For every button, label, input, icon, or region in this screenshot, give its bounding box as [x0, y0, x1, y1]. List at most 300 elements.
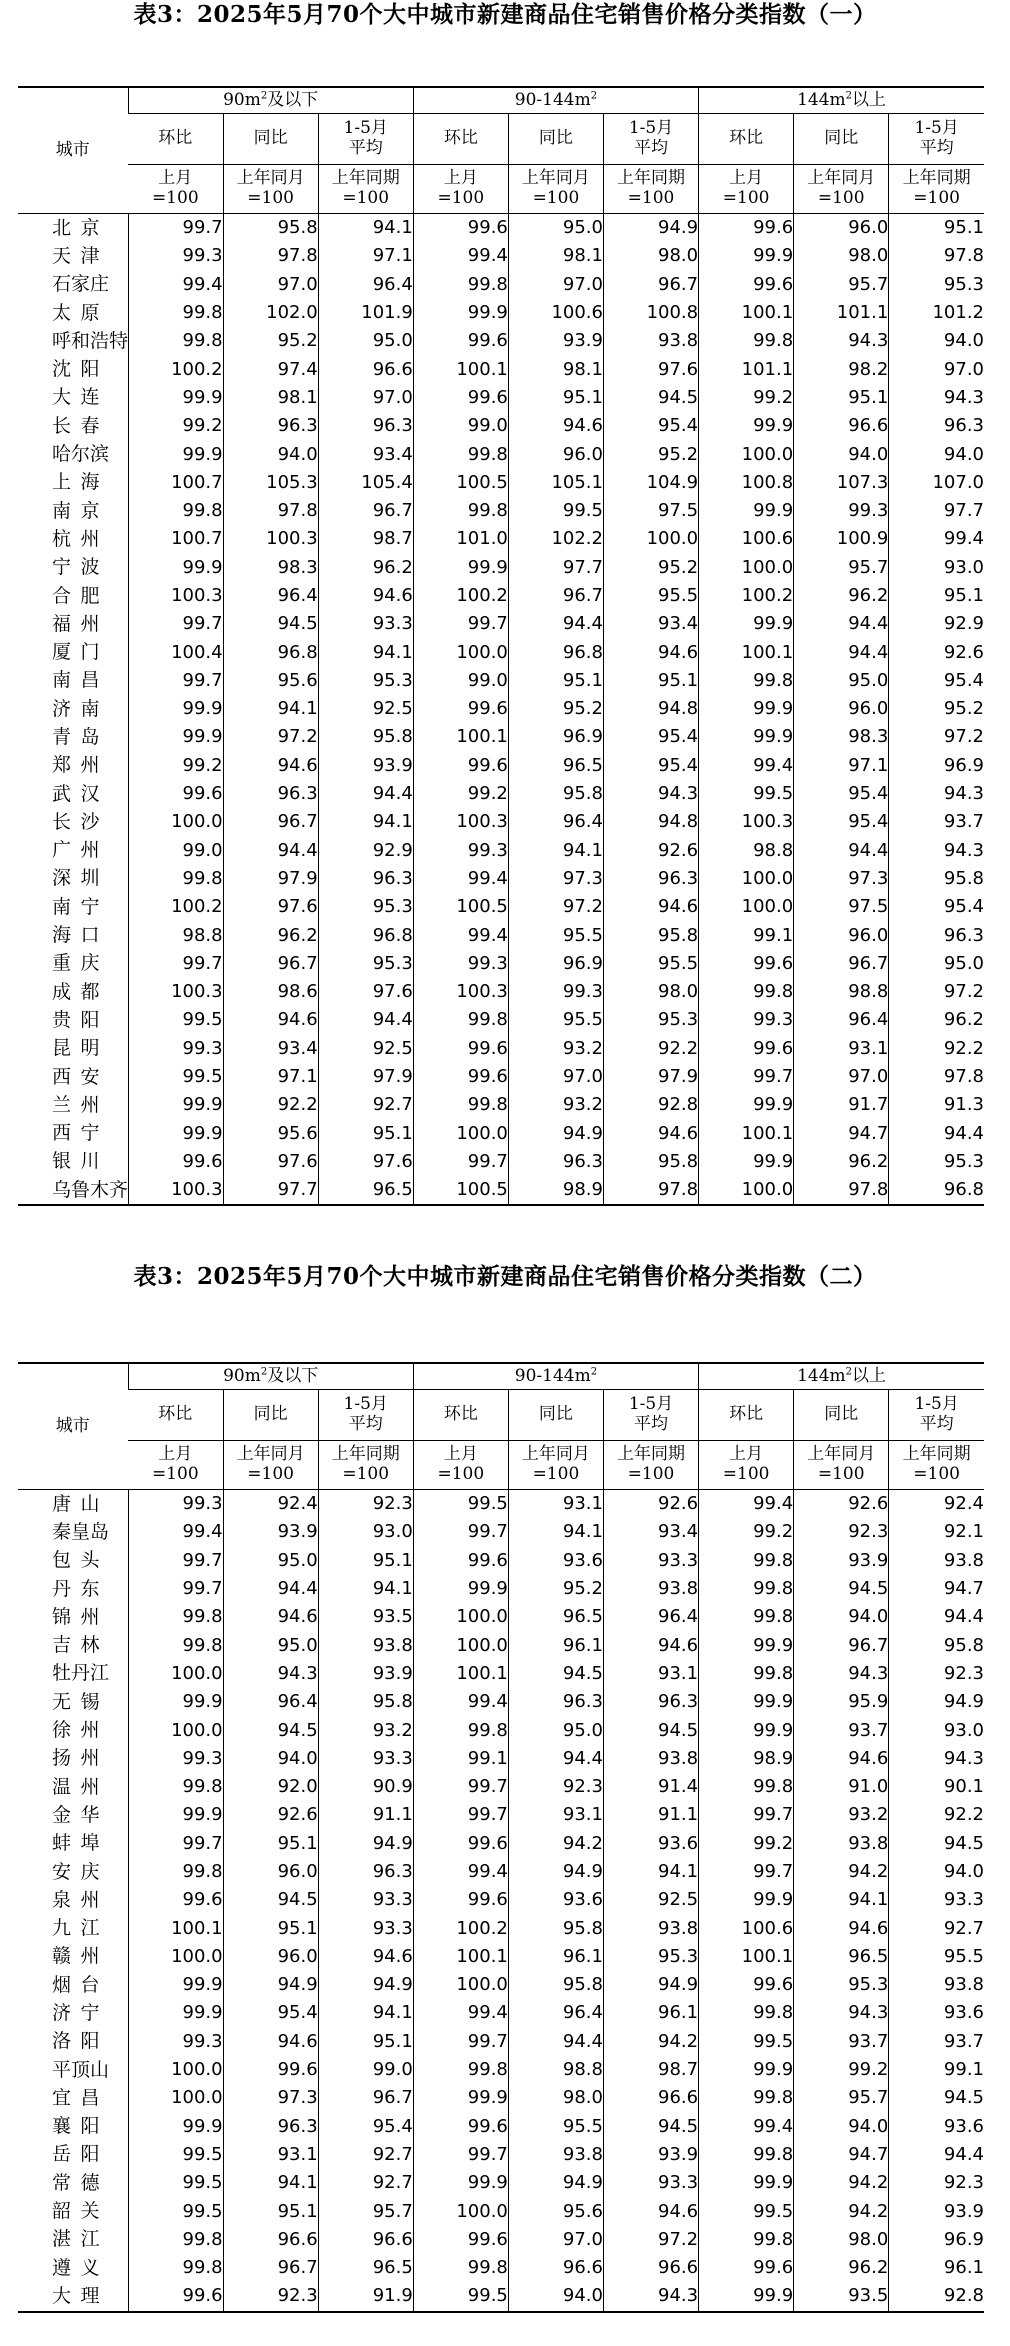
- table-row: [18, 837, 984, 865]
- index-value: 98.0: [794, 242, 889, 270]
- index-type-header: 环比: [413, 114, 508, 165]
- index-value: 95.0: [318, 327, 413, 355]
- index-value: 97.8: [223, 242, 318, 270]
- index-value: 99.9: [699, 497, 794, 525]
- index-value: 93.4: [318, 440, 413, 468]
- city-name: 银川: [52, 1150, 100, 1173]
- group-label: 90m: [223, 1366, 261, 1386]
- index-value: 97.0: [318, 384, 413, 412]
- index-value: 97.9: [603, 1063, 698, 1091]
- area-group-header: [699, 1363, 984, 1390]
- index-value: 93.8: [889, 1971, 984, 1999]
- index-value: 95.5: [508, 1006, 603, 1034]
- index-value: 95.8: [889, 1631, 984, 1659]
- index-value: 95.5: [603, 582, 698, 610]
- index-type-header: 环比: [128, 114, 223, 165]
- city-name: 烟台: [52, 1973, 100, 1996]
- index-value: 96.7: [603, 271, 698, 299]
- index-value: 100.5: [413, 893, 508, 921]
- index-value: 100.0: [603, 525, 698, 553]
- index-value: 97.7: [508, 554, 603, 582]
- index-value: 95.0: [794, 667, 889, 695]
- city-name: 昆明: [52, 1037, 100, 1060]
- index-value: 94.0: [223, 440, 318, 468]
- index-value: 96.7: [223, 808, 318, 836]
- index-value: 96.3: [889, 412, 984, 440]
- index-value: 94.2: [794, 1858, 889, 1886]
- index-value: 99.3: [128, 2028, 223, 2056]
- city-name: 大连: [52, 386, 100, 409]
- index-value: 94.3: [794, 1660, 889, 1688]
- index-value: 99.7: [128, 667, 223, 695]
- index-value: 96.8: [223, 638, 318, 666]
- city-name: 遵义: [52, 2256, 100, 2279]
- index-value: 97.8: [223, 497, 318, 525]
- index-value: 100.6: [699, 1914, 794, 1942]
- base-period-header: 上月 =100: [128, 1441, 223, 1490]
- index-value: 99.7: [699, 1063, 794, 1091]
- index-value: 96.9: [889, 2226, 984, 2254]
- index-value: 96.0: [223, 1943, 318, 1971]
- index-value: 96.3: [508, 1148, 603, 1176]
- index-value: 94.5: [223, 610, 318, 638]
- index-value: 93.9: [508, 327, 603, 355]
- table-row: [18, 2141, 984, 2169]
- index-value: 93.7: [794, 2028, 889, 2056]
- index-value: 92.4: [223, 1490, 318, 1519]
- table-title: 表3：2025年5月70个大中城市新建商品住宅销售价格分类指数（二）: [133, 1263, 877, 1290]
- index-value: 96.1: [508, 1631, 603, 1659]
- index-type-header: 同比: [794, 1390, 889, 1441]
- index-value: 96.5: [318, 2254, 413, 2282]
- index-value: 99.8: [128, 865, 223, 893]
- index-value: 93.9: [794, 1547, 889, 1575]
- index-value: 96.2: [794, 582, 889, 610]
- city-name: 海口: [52, 924, 100, 947]
- index-value: 100.1: [699, 1943, 794, 1971]
- index-value: 96.5: [508, 1603, 603, 1631]
- index-value: 99.6: [223, 2056, 318, 2084]
- index-value: 95.0: [508, 1716, 603, 1744]
- index-value: 92.3: [889, 1660, 984, 1688]
- index-value: 99.4: [413, 1999, 508, 2027]
- index-value: 98.3: [794, 723, 889, 751]
- index-value: 99.1: [413, 1745, 508, 1773]
- index-value: 94.0: [889, 327, 984, 355]
- index-value: 94.9: [508, 2169, 603, 2197]
- table-row: [18, 1830, 984, 1858]
- index-value: 93.9: [223, 1518, 318, 1546]
- index-value: 94.3: [603, 780, 698, 808]
- index-value: 93.1: [508, 1801, 603, 1829]
- base-period-header: 上月 =100: [413, 1441, 508, 1490]
- index-value: 96.8: [889, 1176, 984, 1205]
- index-value: 99.9: [413, 554, 508, 582]
- index-value: 99.5: [413, 1490, 508, 1519]
- index-value: 95.6: [223, 1120, 318, 1148]
- index-value: 97.0: [794, 1063, 889, 1091]
- city-name: 上海: [52, 471, 100, 494]
- index-value: 94.4: [889, 2141, 984, 2169]
- index-value: 99.0: [128, 837, 223, 865]
- city-name: 安庆: [52, 1860, 100, 1883]
- index-value: 94.1: [223, 695, 318, 723]
- table-row: [18, 327, 984, 355]
- index-value: 92.1: [889, 1518, 984, 1546]
- index-type-header: 环比: [128, 1390, 223, 1441]
- table-row: [18, 1575, 984, 1603]
- index-type-header: 同比: [223, 1390, 318, 1441]
- index-value: 95.7: [318, 2197, 413, 2225]
- index-value: 99.6: [413, 1830, 508, 1858]
- group-label-sup: 2: [260, 90, 268, 102]
- index-value: 95.1: [889, 214, 984, 243]
- index-value: 97.2: [889, 978, 984, 1006]
- index-value: 99.4: [413, 921, 508, 949]
- index-value: 94.1: [318, 808, 413, 836]
- table-row: [18, 1688, 984, 1716]
- index-value: 96.3: [223, 412, 318, 440]
- index-value: 97.8: [603, 1176, 698, 1205]
- index-value: 95.4: [794, 780, 889, 808]
- index-value: 95.8: [889, 865, 984, 893]
- index-value: 99.7: [128, 1830, 223, 1858]
- index-value: 99.9: [413, 1575, 508, 1603]
- base-period-header: 上月 =100: [128, 165, 223, 214]
- index-value: 100.7: [128, 469, 223, 497]
- index-value: 99.9: [699, 242, 794, 270]
- index-value: 92.3: [508, 1773, 603, 1801]
- index-value: 96.2: [794, 1148, 889, 1176]
- index-value: 96.5: [794, 1943, 889, 1971]
- index-value: 93.2: [508, 1091, 603, 1119]
- index-value: 97.3: [223, 2084, 318, 2112]
- index-type-header: 环比: [413, 1390, 508, 1441]
- index-value: 100.0: [699, 554, 794, 582]
- index-value: 95.2: [508, 695, 603, 723]
- index-value: 93.1: [603, 1660, 698, 1688]
- city-name: 乌鲁木齐: [52, 1178, 128, 1201]
- index-value: 94.8: [603, 808, 698, 836]
- index-value: 97.6: [318, 1148, 413, 1176]
- index-value: 99.7: [128, 214, 223, 243]
- index-value: 94.5: [603, 1716, 698, 1744]
- index-value: 95.3: [318, 667, 413, 695]
- index-value: 97.0: [889, 355, 984, 383]
- index-value: 99.8: [128, 2226, 223, 2254]
- area-group-header: [128, 87, 413, 114]
- index-value: 96.6: [603, 2254, 698, 2282]
- index-value: 99.5: [413, 2282, 508, 2311]
- index-value: 95.1: [223, 1914, 318, 1942]
- index-value: 95.3: [794, 1971, 889, 1999]
- city-name: 厦门: [52, 641, 100, 664]
- index-value: 95.5: [508, 921, 603, 949]
- city-name: 丹东: [52, 1577, 100, 1600]
- index-value: 96.3: [318, 1858, 413, 1886]
- index-value: 98.9: [508, 1176, 603, 1205]
- group-label-suffix: 以上: [852, 90, 887, 110]
- table-row: [18, 299, 984, 327]
- index-value: 94.0: [223, 1745, 318, 1773]
- index-value: 97.3: [794, 865, 889, 893]
- index-value: 98.7: [603, 2056, 698, 2084]
- index-value: 96.5: [508, 752, 603, 780]
- index-value: 99.4: [413, 1858, 508, 1886]
- index-value: 99.4: [889, 525, 984, 553]
- city-name: 南昌: [52, 669, 100, 692]
- index-value: 99.7: [699, 1858, 794, 1886]
- index-value: 100.3: [128, 582, 223, 610]
- index-value: 92.2: [889, 1035, 984, 1063]
- index-value: 95.0: [223, 1547, 318, 1575]
- index-value: 99.6: [128, 1148, 223, 1176]
- index-value: 94.4: [794, 837, 889, 865]
- index-value: 94.3: [603, 2282, 698, 2311]
- table-row: [18, 808, 984, 836]
- index-value: 95.4: [223, 1999, 318, 2027]
- index-value: 96.9: [889, 752, 984, 780]
- index-value: 90.9: [318, 1773, 413, 1801]
- index-value: 100.5: [413, 469, 508, 497]
- table-row: [18, 554, 984, 582]
- index-value: 99.6: [699, 1035, 794, 1063]
- index-value: 100.0: [413, 1631, 508, 1659]
- index-value: 97.6: [603, 355, 698, 383]
- index-value: 95.1: [889, 582, 984, 610]
- index-value: 97.8: [889, 1063, 984, 1091]
- table-row: [18, 1631, 984, 1659]
- index-value: 100.0: [128, 2056, 223, 2084]
- index-type-header: 环比: [699, 1390, 794, 1441]
- index-value: 99.6: [413, 752, 508, 780]
- table-row: [18, 1858, 984, 1886]
- index-value: 98.0: [508, 2084, 603, 2112]
- index-value: 97.6: [223, 893, 318, 921]
- index-value: 94.6: [603, 638, 698, 666]
- city-name: 吉林: [52, 1634, 100, 1657]
- index-value: 99.3: [413, 837, 508, 865]
- index-value: 100.1: [699, 1120, 794, 1148]
- index-value: 98.0: [794, 2226, 889, 2254]
- city-name: 扬州: [52, 1747, 100, 1770]
- index-value: 99.2: [794, 2056, 889, 2084]
- index-value: 92.2: [603, 1035, 698, 1063]
- index-value: 99.5: [699, 2197, 794, 2225]
- index-value: 99.4: [413, 865, 508, 893]
- index-value: 95.3: [603, 1943, 698, 1971]
- table-row: [18, 2084, 984, 2112]
- index-value: 96.4: [508, 808, 603, 836]
- city-name: 重庆: [52, 952, 100, 975]
- index-value: 95.2: [603, 440, 698, 468]
- index-value: 98.0: [603, 978, 698, 1006]
- index-value: 96.7: [318, 2084, 413, 2112]
- index-value: 99.3: [699, 1006, 794, 1034]
- index-value: 94.0: [508, 2282, 603, 2311]
- index-value: 99.8: [128, 2254, 223, 2282]
- index-value: 94.5: [508, 1660, 603, 1688]
- table-row: [18, 2028, 984, 2056]
- index-value: 96.1: [889, 2254, 984, 2282]
- index-value: 98.8: [794, 978, 889, 1006]
- index-value: 93.8: [603, 1914, 698, 1942]
- index-value: 100.0: [413, 1120, 508, 1148]
- index-value: 99.6: [128, 780, 223, 808]
- base-period-header: 上年同月 =100: [794, 165, 889, 214]
- index-value: 100.2: [413, 1914, 508, 1942]
- city-name: 太原: [52, 301, 100, 324]
- index-value: 99.4: [413, 242, 508, 270]
- index-value: 97.2: [508, 893, 603, 921]
- table-row: [18, 1971, 984, 1999]
- index-value: 98.3: [223, 554, 318, 582]
- index-value: 101.2: [889, 299, 984, 327]
- price-index-table-1: [18, 86, 984, 1206]
- index-value: 99.8: [128, 299, 223, 327]
- index-value: 92.4: [889, 1490, 984, 1519]
- table-row: [18, 1006, 984, 1034]
- index-value: 95.1: [794, 384, 889, 412]
- index-value: 97.2: [603, 2226, 698, 2254]
- index-value: 94.3: [794, 1999, 889, 2027]
- city-name: 长沙: [52, 810, 100, 833]
- index-value: 95.5: [508, 2113, 603, 2141]
- index-value: 96.8: [508, 638, 603, 666]
- index-value: 99.9: [128, 1091, 223, 1119]
- index-value: 94.4: [508, 610, 603, 638]
- index-value: 96.3: [318, 412, 413, 440]
- index-value: 94.1: [318, 214, 413, 243]
- index-value: 99.6: [413, 695, 508, 723]
- index-value: 95.2: [223, 327, 318, 355]
- index-value: 102.0: [223, 299, 318, 327]
- city-name: 洛阳: [52, 2030, 100, 2053]
- index-value: 94.1: [318, 1999, 413, 2027]
- index-value: 93.7: [794, 1716, 889, 1744]
- index-value: 99.4: [699, 2113, 794, 2141]
- index-value: 95.3: [318, 950, 413, 978]
- index-value: 101.1: [699, 355, 794, 383]
- index-value: 94.2: [794, 2197, 889, 2225]
- index-value: 95.4: [794, 808, 889, 836]
- table-row: [18, 1063, 984, 1091]
- city-name: 温州: [52, 1775, 100, 1798]
- table-row: [18, 695, 984, 723]
- index-value: 93.2: [508, 1035, 603, 1063]
- index-value: 100.5: [413, 1176, 508, 1205]
- index-value: 99.8: [128, 1631, 223, 1659]
- index-value: 99.6: [413, 2113, 508, 2141]
- index-value: 100.6: [699, 525, 794, 553]
- city-name: 哈尔滨: [52, 443, 110, 466]
- table-row: [18, 2056, 984, 2084]
- header-row-groups: [18, 1363, 984, 1390]
- index-value: 101.1: [794, 299, 889, 327]
- index-value: 99.6: [699, 2254, 794, 2282]
- index-value: 99.8: [413, 2254, 508, 2282]
- index-type-header: 环比: [699, 114, 794, 165]
- index-value: 95.8: [603, 1148, 698, 1176]
- table-row: [18, 921, 984, 949]
- index-value: 94.4: [794, 638, 889, 666]
- index-value: 96.2: [318, 554, 413, 582]
- base-period-header: 上年同期 =100: [603, 1441, 698, 1490]
- index-value: 94.5: [889, 2084, 984, 2112]
- index-value: 99.8: [699, 2226, 794, 2254]
- index-value: 93.4: [603, 1518, 698, 1546]
- index-value: 95.8: [318, 723, 413, 751]
- index-value: 93.1: [223, 2141, 318, 2169]
- index-value: 93.3: [603, 1547, 698, 1575]
- index-value: 95.3: [889, 1148, 984, 1176]
- index-value: 99.7: [413, 2141, 508, 2169]
- index-value: 94.6: [794, 1745, 889, 1773]
- index-value: 95.1: [603, 667, 698, 695]
- header-row-type: [18, 1390, 984, 1441]
- index-value: 95.8: [223, 214, 318, 243]
- index-value: 95.2: [889, 695, 984, 723]
- table-row: [18, 1801, 984, 1829]
- index-value: 96.4: [318, 271, 413, 299]
- table-row: [18, 271, 984, 299]
- index-value: 99.9: [128, 440, 223, 468]
- index-value: 99.8: [413, 497, 508, 525]
- index-value: 96.3: [603, 865, 698, 893]
- index-value: 99.8: [413, 1091, 508, 1119]
- table-row: [18, 638, 984, 666]
- city-name: 南京: [52, 499, 100, 522]
- index-value: 99.8: [413, 1716, 508, 1744]
- index-value: 99.8: [699, 2084, 794, 2112]
- index-value: 94.7: [794, 2141, 889, 2169]
- index-value: 95.1: [508, 384, 603, 412]
- index-value: 98.1: [508, 355, 603, 383]
- index-value: 107.0: [889, 469, 984, 497]
- index-value: 100.2: [413, 582, 508, 610]
- table-row: [18, 1518, 984, 1546]
- index-value: 100.0: [413, 638, 508, 666]
- index-value: 93.5: [794, 2282, 889, 2311]
- index-value: 93.8: [794, 1830, 889, 1858]
- index-value: 92.8: [603, 1091, 698, 1119]
- index-value: 99.8: [699, 667, 794, 695]
- index-value: 95.8: [318, 1688, 413, 1716]
- table-row: [18, 1914, 984, 1942]
- index-value: 94.6: [223, 1603, 318, 1631]
- index-value: 93.6: [508, 1886, 603, 1914]
- index-value: 95.4: [318, 2113, 413, 2141]
- index-value: 94.1: [603, 1858, 698, 1886]
- index-value: 96.3: [318, 865, 413, 893]
- index-value: 94.1: [223, 2169, 318, 2197]
- index-value: 99.9: [413, 2084, 508, 2112]
- index-value: 94.4: [889, 1603, 984, 1631]
- city-name: 湛江: [52, 2228, 100, 2251]
- index-value: 93.8: [603, 327, 698, 355]
- city-name: 成都: [52, 980, 100, 1003]
- group-label-sup: 2: [590, 1366, 598, 1378]
- index-value: 91.4: [603, 1773, 698, 1801]
- index-value: 99.9: [699, 2056, 794, 2084]
- area-group-header: [413, 1363, 698, 1390]
- index-value: 99.9: [699, 610, 794, 638]
- index-value: 93.3: [318, 1914, 413, 1942]
- city-name: 长春: [52, 414, 100, 437]
- index-value: 93.6: [889, 2113, 984, 2141]
- table-row: [18, 1120, 984, 1148]
- index-value: 99.7: [413, 1773, 508, 1801]
